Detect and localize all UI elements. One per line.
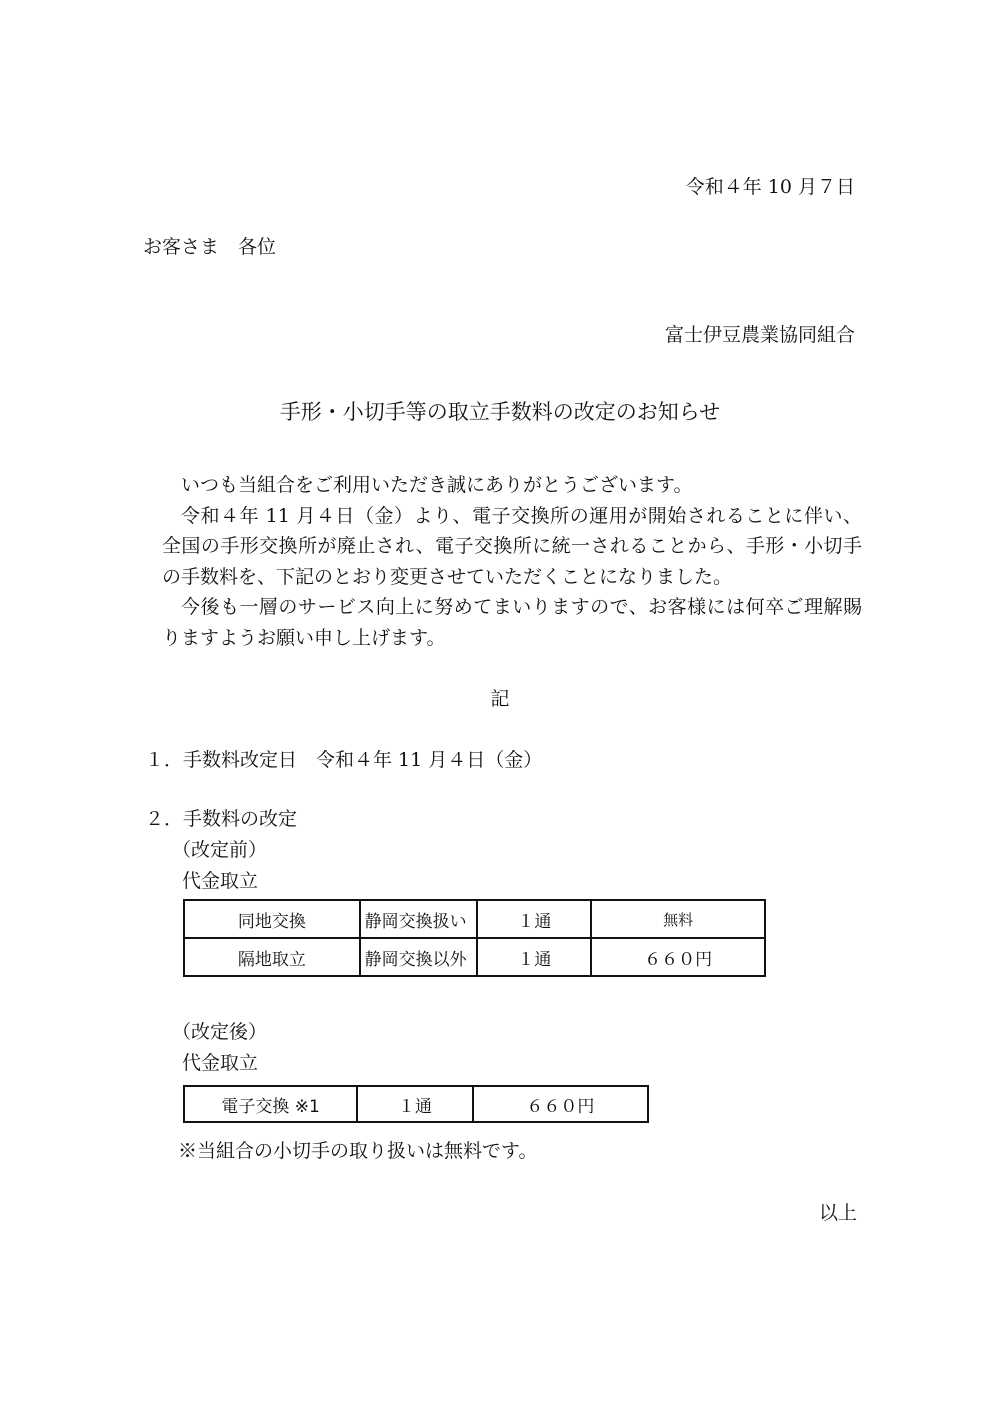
addressee: お客さま 各位 (143, 236, 277, 258)
table-row (184, 938, 765, 976)
table-cell: 電子交換 ※1 (184, 1086, 357, 1122)
body-paragraph-greeting: いつも当組合をご利用いただき誠にありがとうございます。 (181, 474, 693, 496)
sender-organization: 富士伊豆農業協同組合 (664, 324, 855, 346)
table-row (184, 900, 765, 938)
table-cell: 隔地取立 (184, 938, 360, 976)
document-title: 手形・小切手等の取立手数料の改定のお知らせ (279, 400, 721, 424)
ki-heading: 記 (490, 688, 510, 710)
table-cell: １通 (357, 1086, 473, 1122)
table-cell: １通 (477, 900, 591, 938)
body-paragraph-announcement: 令和４年 11 月４日（金）より、電子交換所の運用が開始されることに伴い、全国の手形交換所が廃止され、電子交換所に統一されることから、手形・小切手の手数料を、下記のとおり変更させていただくことになりました。 (162, 504, 862, 588)
section-fee-revision-heading: ２．手数料の改定 (145, 808, 298, 830)
table-cell: 無料 (591, 900, 765, 938)
body-text (162, 470, 862, 653)
fee-note: ※当組合の小切手の取り扱いは無料です。 (178, 1140, 538, 1162)
before-revision-label: （改定前） (172, 839, 268, 861)
before-collection-label: 代金取立 (182, 870, 259, 892)
table-cell: 静岡交換扱い (360, 900, 478, 938)
table-cell: 同地交換 (184, 900, 360, 938)
document-date: 令和４年 10 月７日 (685, 176, 855, 198)
closing-mark: 以上 (818, 1202, 857, 1224)
table-cell: 静岡交換以外 (360, 938, 478, 976)
fee-table-before (183, 899, 766, 977)
after-collection-label: 代金取立 (182, 1052, 259, 1074)
body-paragraph-closing: 今後も一層のサービス向上に努めてまいりますので、お客様には何卒ご理解賜りますようお願い申し上げます。 (162, 596, 862, 649)
table-row (184, 1086, 648, 1122)
section-revision-date: １．手数料改定日 令和４年 11 月４日（金） (145, 749, 543, 771)
fee-table-after (183, 1085, 649, 1123)
table-cell: ６６０円 (591, 938, 765, 976)
after-revision-label: （改定後） (172, 1021, 268, 1043)
table-cell: ６６０円 (473, 1086, 648, 1122)
table-cell: １通 (477, 938, 591, 976)
